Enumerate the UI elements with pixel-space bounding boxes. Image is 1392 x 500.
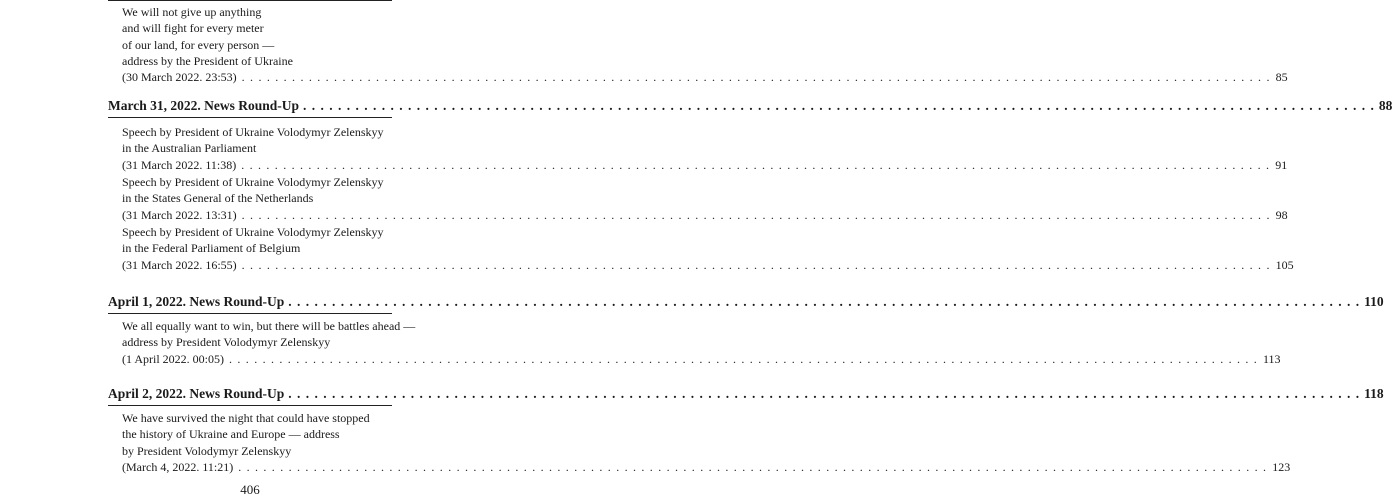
section-page-number: 118 (1364, 386, 1384, 401)
section-rule (108, 405, 392, 406)
top-rule (108, 0, 392, 1)
entry-title-line: the history of Ukraine and Europe — address (122, 427, 340, 442)
entry-title-line: Speech by President of Ukraine Volodymyr Zelenskyy (122, 225, 384, 239)
entry-page-number: 123 (1272, 459, 1291, 474)
dot-leader (242, 258, 1271, 272)
section-heading (108, 97, 1392, 115)
dot-leader (229, 352, 1258, 366)
section-title: April 2, 2022. News Round-Up (108, 386, 285, 401)
entry-title-line: in the Australian Parliament (122, 141, 257, 156)
dot-leader (288, 385, 1360, 403)
dot-leader (242, 70, 1271, 84)
entry-page-number: 85 (1275, 70, 1288, 85)
entry-title-line: address by President Volodymyr Zelenskyy (122, 335, 331, 350)
section-page-number: 110 (1364, 294, 1384, 309)
entry-date: (31 March 2022. 16:55) (122, 257, 237, 272)
dot-leader (241, 158, 1270, 172)
entry-date: (1 April 2022. 00:05) (122, 351, 224, 366)
entry-title-line: by President Volodymyr Zelenskyy (122, 443, 292, 458)
entry-date: (31 March 2022. 11:38) (122, 157, 237, 172)
entry-title-line: We all equally want to win, but there will be battles ahead — (122, 319, 416, 333)
section-rule (108, 313, 392, 314)
section-title: April 1, 2022. News Round-Up (108, 294, 285, 309)
entry-date-line (122, 459, 1291, 475)
entry-title-line: and will fight for every meter (122, 21, 264, 36)
page-number: 406 (240, 482, 260, 497)
entry-title-line: Speech by President of Ukraine Volodymyr Zelenskyy (122, 175, 384, 189)
entry-title-line: in the States General of the Netherlands (122, 191, 314, 206)
entry-date-line (122, 157, 1288, 173)
entry-date-line (122, 207, 1288, 223)
entry-date: (31 March 2022. 13:31) (122, 207, 237, 222)
entry-page-number: 98 (1275, 207, 1288, 222)
entry-date: (30 March 2022. 23:53) (122, 70, 237, 85)
entry-date: (March 4, 2022. 11:21) (122, 459, 234, 474)
entry-title-line: We have survived the night that could have stopped (122, 411, 370, 425)
entry-title-line: of our land, for every person — (122, 37, 275, 52)
section-page-number: 88 (1378, 98, 1392, 113)
entry-date-line (122, 69, 1288, 85)
section-heading (108, 293, 1384, 311)
dot-leader (242, 208, 1271, 222)
section-title: March 31, 2022. News Round-Up (108, 98, 300, 113)
dot-leader (288, 293, 1360, 311)
toc-entry (122, 224, 1294, 273)
entry-title-line: address by the President of Ukraine (122, 53, 293, 68)
entry-page-number: 113 (1263, 351, 1281, 366)
entry-page-number: 91 (1275, 157, 1288, 172)
entry-title-line: in the Federal Parliament of Belgium (122, 241, 301, 256)
toc-entry (122, 124, 1288, 173)
entry-page-number: 105 (1275, 257, 1294, 272)
toc-entry (122, 174, 1288, 223)
entry-title-line: Speech by President of Ukraine Volodymyr Zelenskyy (122, 125, 384, 139)
section-heading (108, 385, 1384, 403)
dot-leader (238, 460, 1267, 474)
entry-title-line: We will not give up anything (122, 5, 262, 19)
toc-entry (122, 4, 1288, 85)
toc-entry (122, 318, 1281, 367)
toc-entry (122, 410, 1291, 475)
entry-date-line (122, 351, 1281, 367)
dot-leader (303, 97, 1375, 115)
entry-date-line (122, 257, 1294, 273)
section-rule (108, 117, 392, 118)
